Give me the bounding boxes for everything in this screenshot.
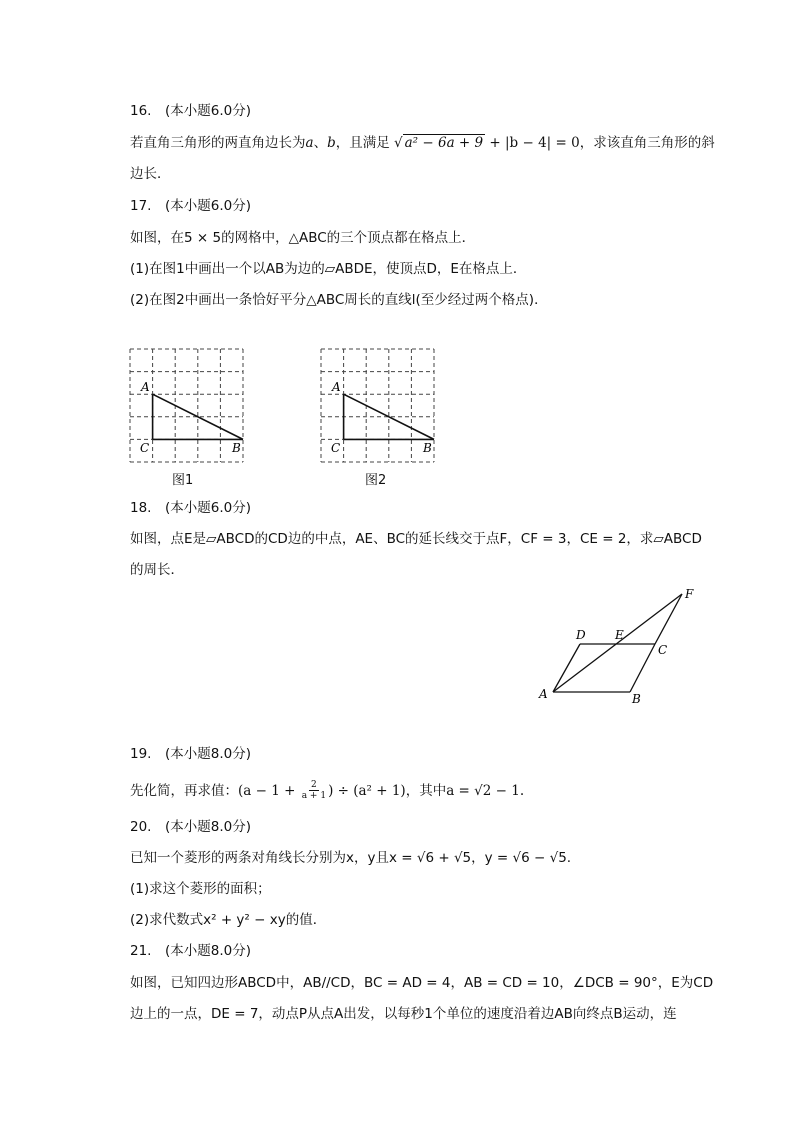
fig1-label-a: A: [141, 380, 150, 394]
q18-label-a: A: [539, 687, 548, 701]
q16-var-a: a: [305, 135, 314, 151]
q20-part2: (2)求代数式x² + y² − xy的值．: [130, 912, 327, 928]
q17-figure-2: [311, 340, 451, 470]
q18-figure: [535, 582, 705, 707]
q18-label-f: F: [685, 587, 694, 601]
q19-fraction: [302, 780, 326, 801]
fig2-caption: 图2: [365, 473, 387, 488]
q21-line2: 边上的一点，DE = 7，动点P从点A出发，以每秒1个单位的速度沿着边AB向终点B运动，连: [130, 1006, 677, 1022]
q17-figure-1: [120, 340, 260, 470]
q20-part1: (1)求这个菱形的面积；: [130, 881, 271, 897]
q16-header: 16. (本小题6.0分): [130, 103, 251, 119]
q16-abs: + |b − 4| = 0: [485, 135, 580, 151]
q18-label-e: E: [615, 628, 624, 642]
q21-line1: 如图，已知四边形ABCD中，AB//CD，BC = AD = 4，AB = CD = 10，∠DCB = 90°，E为CD: [130, 975, 714, 991]
q18-header: 18. (本小题6.0分): [130, 500, 251, 516]
q18-label-d: D: [576, 628, 586, 642]
q19-line1: [130, 780, 524, 801]
fig1-label-c: C: [140, 441, 150, 455]
q16-text-c: ，求该直角三角形的斜: [579, 135, 715, 151]
fig2-label-c: C: [331, 441, 341, 455]
q17-part1: (1)在图1中画出一个以AB为边的▱ABDE，使顶点D，E在格点上．: [130, 261, 527, 277]
q18-label-c: C: [658, 643, 668, 657]
q19-text2: ，其中: [405, 782, 447, 799]
q16-text-b: ，且满足: [335, 135, 390, 151]
fig2-label-a: A: [332, 380, 341, 394]
q16-radicand: a² − 6a + 9: [404, 135, 484, 151]
q16-var-b: b: [327, 135, 336, 151]
q19-frac-num: 2: [311, 780, 317, 790]
fig1-label-b: B: [232, 441, 241, 455]
q21-header: 21. (本小题8.0分): [130, 943, 251, 959]
q16-sqrt: √ a² − 6a + 9: [394, 135, 484, 151]
fig2-label-b: B: [423, 441, 432, 455]
q18-label-b: B: [632, 692, 641, 706]
fig1-caption: 图1: [172, 473, 194, 488]
q19-text: 先化简，再求值：: [130, 782, 238, 799]
q19-frac-den: a + 1: [301, 791, 327, 801]
q17-header: 17. (本小题6.0分): [130, 198, 251, 214]
q19-expr-a: (a − 1 +: [238, 782, 300, 799]
q19-header: 19. (本小题8.0分): [130, 746, 251, 762]
q16-line1: [130, 133, 715, 153]
q17-intro: 如图，在5 × 5的网格中，△ABC的三个顶点都在格点上．: [130, 230, 476, 246]
q19-value: a = √2 − 1.: [446, 782, 525, 799]
q18-line1: 如图，点E是▱ABCD的CD边的中点，AE、BC的延长线交于点F，CF = 3，CE = 2，求▱ABCD: [130, 531, 702, 547]
q16-line2: 边长．: [130, 166, 171, 182]
q20-line1: 已知一个菱形的两条对角线长分别为x，y且x = √6 + √5，y = √6 − √5.: [130, 850, 572, 866]
q20-header: 20. (本小题8.0分): [130, 819, 251, 835]
q16-text-a: 若直角三角形的两直角边长为: [130, 135, 306, 151]
q16-sep: 、: [313, 135, 328, 151]
q19-expr-b: ) ÷ (a² + 1): [328, 782, 406, 799]
q18-line2: 的周长．: [130, 562, 184, 578]
q17-part2: (2)在图2中画出一条恰好平分△ABC周长的直线l(至少经过两个格点)．: [130, 292, 548, 308]
